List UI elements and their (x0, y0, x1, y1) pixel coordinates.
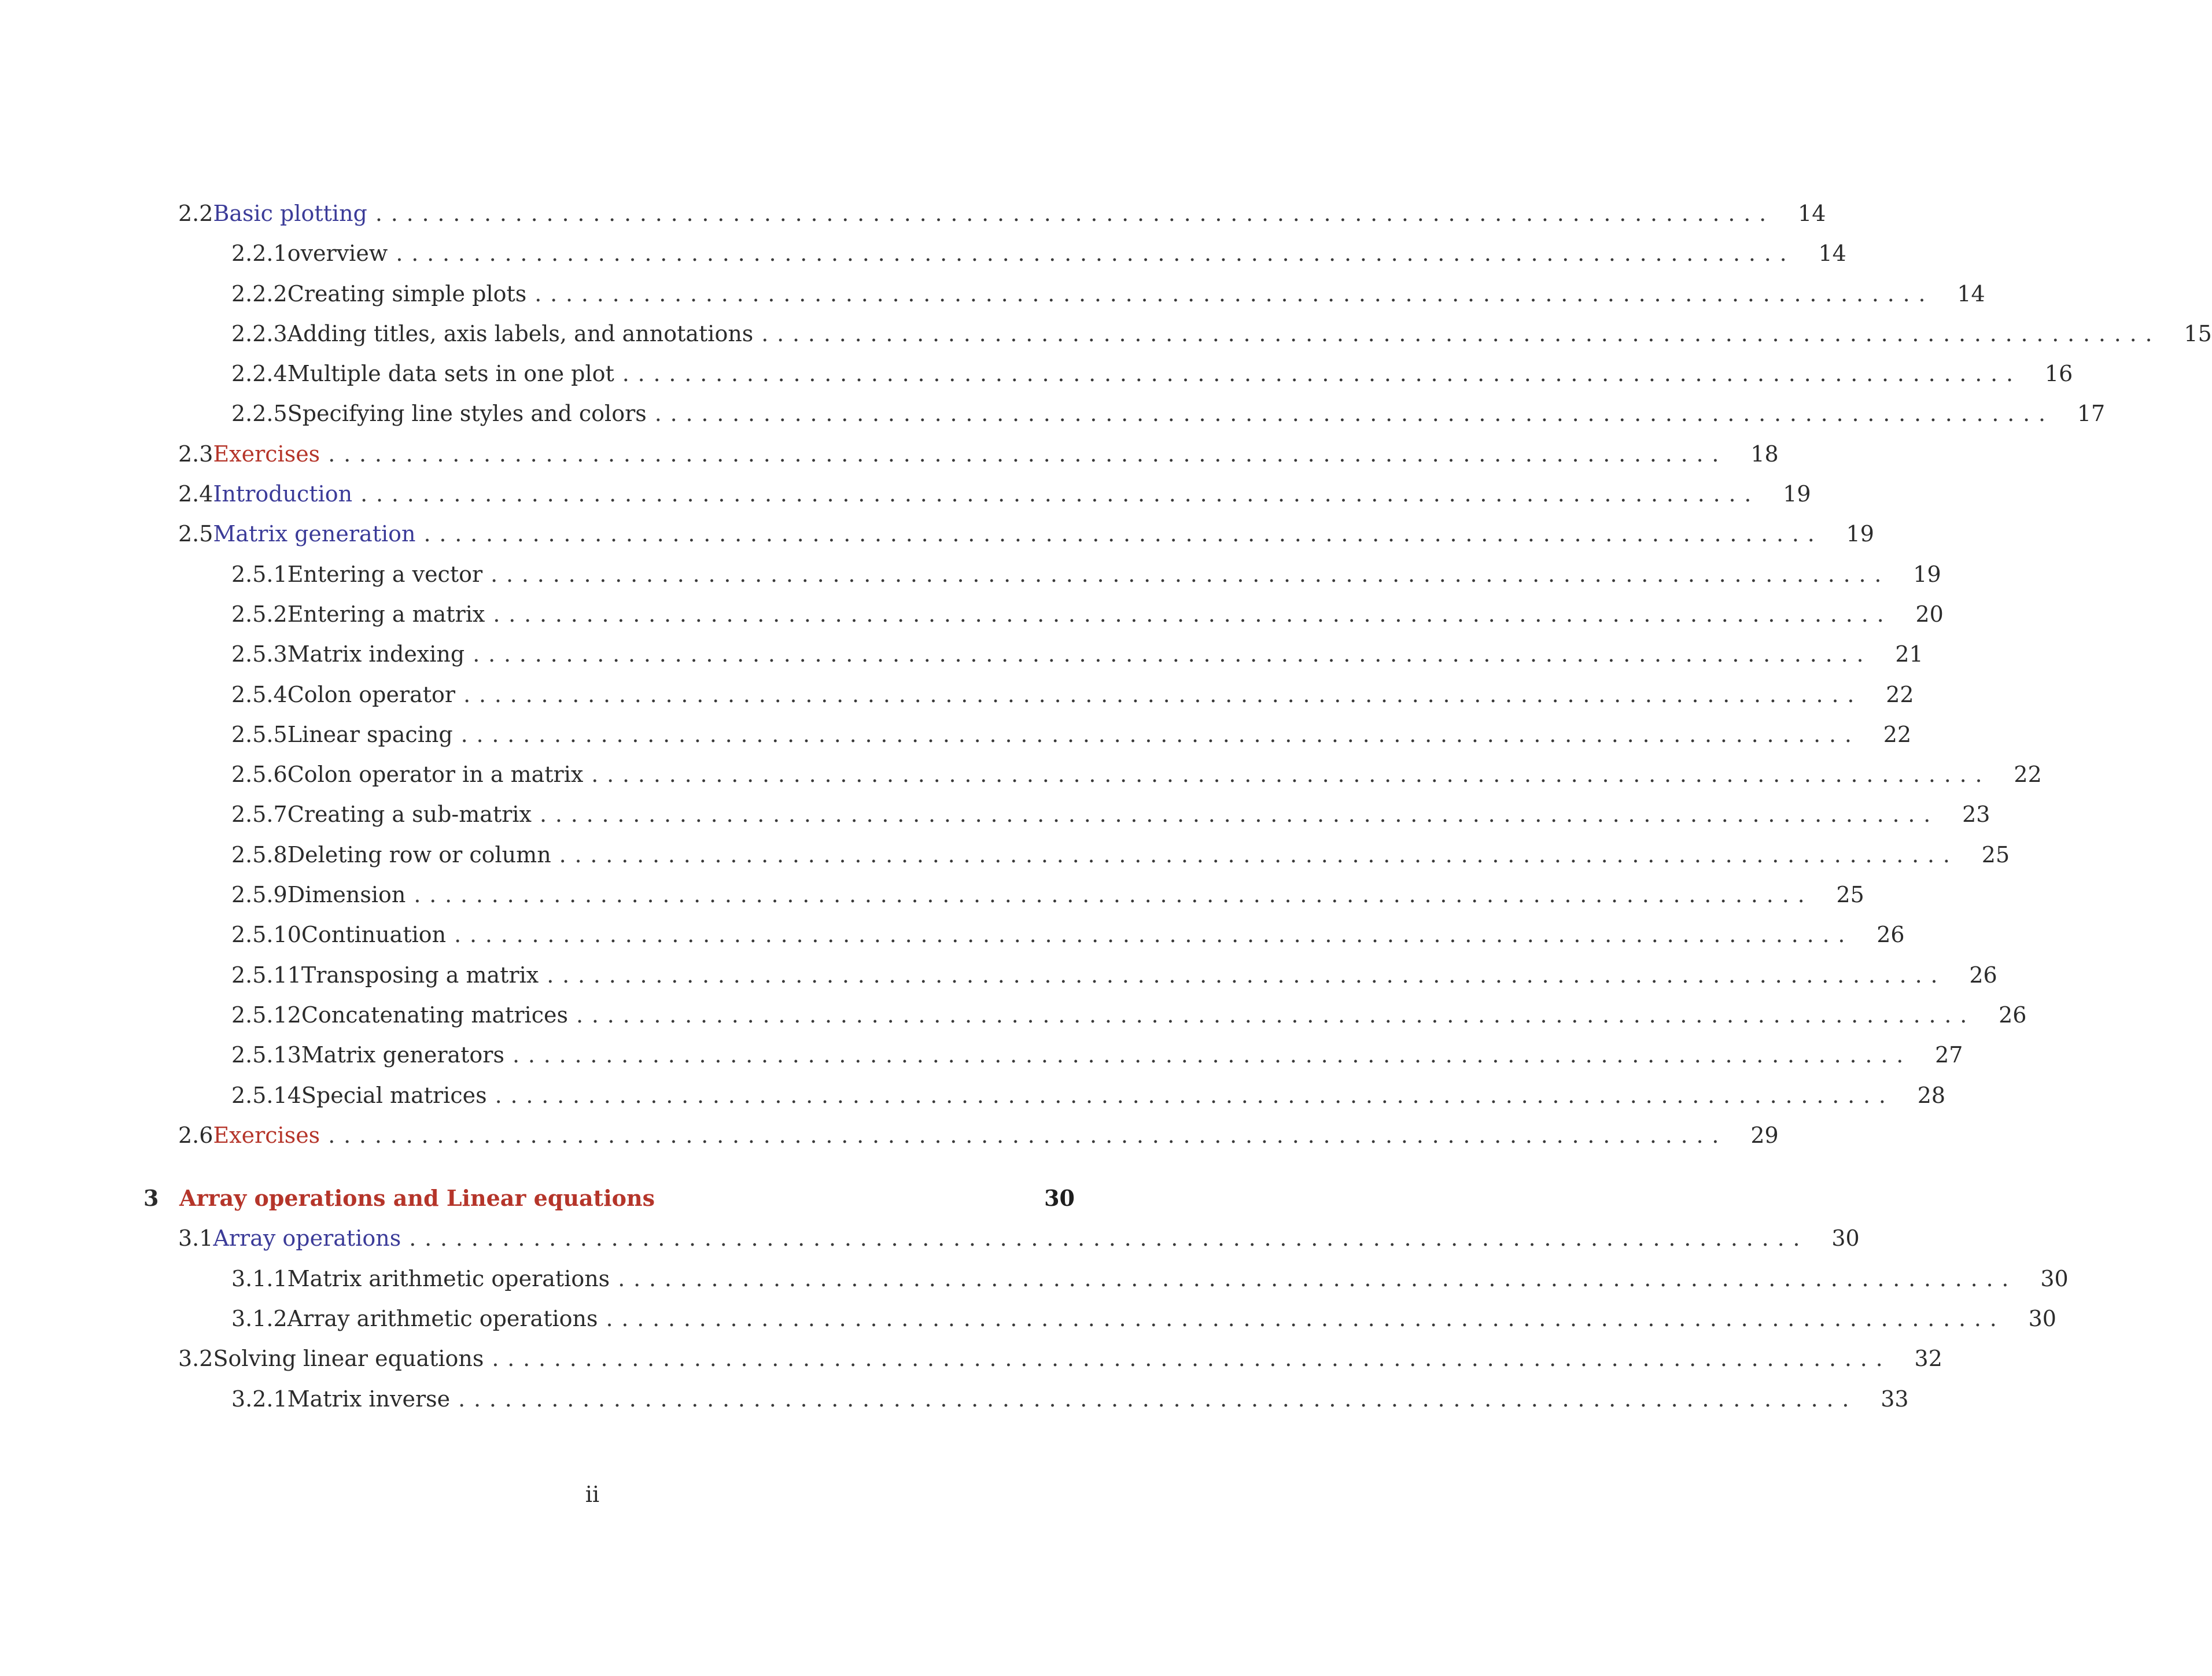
toc-entry-page: 29 (1750, 1122, 1779, 1148)
toc-entry-page: 21 (1895, 641, 1923, 667)
toc-entry-number: 2.3 (178, 441, 213, 467)
toc-entry-row (231, 1386, 1909, 1412)
toc-entry-row (231, 561, 1941, 587)
toc-entry-page: 17 (2077, 401, 2106, 427)
toc-dot-leader: .......................................................................................... (328, 1122, 1728, 1148)
toc-entry-number: 2.5.1 (231, 561, 287, 587)
page-number-footer: ii (585, 1482, 600, 1507)
toc-entry-title[interactable]: Array operations and Linear equations (179, 1185, 655, 1212)
toc-entry-page: 16 (2044, 361, 2073, 387)
toc-entry-row (231, 361, 2073, 387)
toc-dot-leader: .......................................................................................... (622, 361, 2022, 387)
toc-entry-page: 19 (1783, 481, 1811, 507)
toc-dot-leader: .......................................................................................... (328, 441, 1728, 467)
toc-entry-page: 30 (2040, 1265, 2069, 1291)
toc-entry[interactable] (0, 1082, 1946, 1124)
toc-dot-leader: .......................................................................................... (396, 241, 1796, 267)
toc-entry-page: 26 (1999, 1002, 2027, 1028)
toc-entry-row (231, 241, 1846, 267)
toc-entry-row (231, 802, 1990, 828)
toc-entry-number: 2.2.1 (231, 241, 287, 267)
toc-entry-title[interactable]: Exercises (213, 1122, 320, 1148)
toc-entry-title[interactable]: Matrix indexing (287, 641, 465, 667)
toc-entry-page: 30 (1831, 1225, 1860, 1252)
toc-entry[interactable] (0, 401, 2106, 442)
toc-entry-number: 2.5.12 (231, 1002, 301, 1028)
toc-entry-page: 30 (2028, 1306, 2056, 1332)
toc-entry-title[interactable]: Creating simple plots (287, 280, 527, 307)
toc-entry-row (231, 401, 2106, 427)
toc-dot-leader: .......................................................................................... (654, 401, 2054, 427)
toc-entry-row (231, 762, 2042, 788)
toc-entry-title[interactable]: Array operations (213, 1225, 401, 1252)
toc-entry-row (231, 1002, 2027, 1028)
toc-dot-leader: .......................................................................................... (491, 561, 1890, 587)
toc-entry[interactable] (0, 1386, 1909, 1428)
toc-entry-number: 2.2.5 (231, 401, 287, 427)
toc-dot-leader: .......................................................................................... (761, 320, 2161, 346)
toc-entry[interactable] (0, 1225, 1860, 1267)
toc-dot-leader: .......................................................................................... (547, 962, 1946, 988)
toc-entry-row (178, 441, 1779, 467)
toc-dot-leader: .......................................................................................... (539, 802, 1940, 828)
toc-dot-leader: .......................................................................................... (495, 1082, 1894, 1108)
toc-entry-row (178, 1225, 1860, 1252)
toc-entry-title[interactable]: Continuation (301, 922, 447, 948)
toc-entry-title[interactable]: Deleting row or column (287, 841, 551, 867)
toc-entry-row (178, 1346, 1942, 1372)
toc-entry[interactable] (0, 1002, 2027, 1044)
toc-entry-page: 22 (1883, 721, 1912, 747)
toc-entry-row (231, 841, 2010, 867)
toc-entry-page: 15 (2184, 320, 2212, 346)
toc-entry[interactable] (0, 441, 1779, 483)
toc-entry[interactable] (0, 561, 1941, 603)
toc-entry-title[interactable]: Matrix inverse (287, 1386, 451, 1412)
toc-dot-leader: .......................................................................................... (618, 1265, 2018, 1291)
toc-entry[interactable] (0, 361, 2073, 403)
toc-entry-title[interactable]: Creating a sub-matrix (287, 802, 532, 828)
toc-dot-leader: .......................................................................................... (423, 521, 1823, 547)
toc-entry-page: 26 (1876, 922, 1905, 948)
toc-entry[interactable] (0, 320, 2212, 363)
toc-entry-number: 2.6 (178, 1122, 213, 1148)
toc-entry-row (143, 1185, 1075, 1212)
toc-entry-row (231, 882, 1864, 908)
toc-dot-leader: .......................................................................................... (576, 1002, 1976, 1028)
toc-dot-leader: .......................................................................................... (606, 1306, 2005, 1332)
toc-entry-number: 2.5.2 (231, 601, 287, 627)
toc-entry-page: 14 (1798, 201, 1826, 226)
toc-entry-page: 18 (1750, 441, 1779, 467)
toc-entry-title[interactable]: Entering a matrix (287, 601, 485, 627)
toc-entry-page: 22 (1886, 681, 1914, 707)
toc-dot-leader: .......................................................................................... (512, 1042, 1912, 1068)
toc-entry-title[interactable]: Specifying line styles and colors (287, 401, 647, 427)
toc-entry-number: 2.2.4 (231, 361, 287, 387)
toc-entry-title[interactable]: Basic plotting (213, 201, 367, 226)
toc-dot-leader: .......................................................................................... (473, 641, 1872, 667)
toc-entry-number: 2.5.4 (231, 681, 287, 707)
table-of-contents (0, 201, 2212, 1428)
toc-entry-page: 25 (1836, 882, 1864, 908)
toc-entry-title[interactable]: Matrix generation (213, 521, 416, 547)
toc-entry-page: 30 (1044, 1185, 1075, 1212)
toc-entry-row (231, 641, 1923, 667)
toc-dot-leader: .......................................................................................... (534, 280, 1934, 307)
toc-entry-row (231, 1042, 1963, 1068)
toc-entry[interactable] (0, 521, 1874, 563)
toc-entry-page: 32 (1914, 1346, 1942, 1372)
toc-entry-page: 26 (1969, 962, 1997, 988)
toc-entry[interactable] (0, 601, 1944, 643)
toc-entry-page: 19 (1913, 561, 1941, 587)
toc-entry-number: 2.5.6 (231, 762, 287, 788)
toc-entry[interactable] (0, 481, 1811, 523)
toc-entry-row (231, 922, 1905, 948)
toc-entry-number: 2.4 (178, 481, 213, 507)
toc-entry[interactable] (0, 1346, 1942, 1387)
toc-entry[interactable] (0, 1042, 1963, 1084)
toc-entry-number: 2.5.13 (231, 1042, 301, 1068)
toc-entry-number: 2.5.8 (231, 841, 287, 867)
toc-dot-leader: .......................................................................................... (454, 922, 1854, 948)
toc-entry-number: 2.5.11 (231, 962, 301, 988)
toc-entry-row (231, 1082, 1946, 1108)
toc-entry-row (231, 601, 1944, 627)
toc-dot-leader: .......................................................................................... (493, 601, 1893, 627)
toc-entry-number: 2.5.9 (231, 882, 287, 908)
toc-entry-number: 3.1.2 (231, 1306, 287, 1332)
toc-entry[interactable] (0, 241, 1846, 282)
toc-entry-number: 3.1.1 (231, 1265, 287, 1291)
toc-dot-leader: .......................................................................................... (375, 201, 1775, 226)
toc-entry-page: 28 (1917, 1082, 1946, 1108)
toc-entry-row (178, 201, 1826, 226)
toc-entry-page: 14 (1818, 241, 1846, 267)
toc-entry[interactable] (0, 280, 1985, 323)
toc-entry-title[interactable]: Array arithmetic operations (287, 1306, 598, 1332)
toc-entry-row (231, 320, 2212, 346)
toc-entry[interactable] (0, 922, 1905, 963)
toc-entry[interactable] (0, 681, 1914, 723)
toc-entry-row (231, 681, 1914, 707)
toc-dot-leader: .......................................................................................... (458, 1386, 1858, 1412)
toc-entry-title[interactable]: Multiple data sets in one plot (287, 361, 614, 387)
toc-entry-title[interactable]: Entering a vector (287, 561, 483, 587)
toc-entry-row (178, 481, 1811, 507)
toc-entry-number: 2.5.7 (231, 802, 287, 828)
toc-entry-row (231, 962, 1997, 988)
toc-entry-page: 27 (1935, 1042, 1963, 1068)
toc-entry-title[interactable]: overview (287, 241, 388, 267)
toc-entry-title[interactable]: Dimension (287, 882, 406, 908)
toc-entry[interactable] (0, 201, 1826, 242)
toc-entry-title[interactable]: Linear spacing (287, 721, 453, 747)
toc-entry-title[interactable]: Colon operator (287, 681, 456, 707)
toc-entry-row (231, 1265, 2069, 1291)
toc-dot-leader: .......................................................................................... (460, 721, 1860, 747)
toc-entry-page: 19 (1846, 521, 1874, 547)
toc-entry-number: 2.5 (178, 521, 213, 547)
toc-dot-leader: .......................................................................................... (591, 762, 1991, 788)
toc-entry-page: 22 (2014, 762, 2042, 788)
toc-dot-leader: .......................................................................................... (492, 1346, 1892, 1372)
toc-entry-row (178, 1122, 1779, 1148)
toc-entry-page: 14 (1957, 280, 1985, 307)
toc-entry[interactable] (0, 802, 1990, 843)
toc-entry-title[interactable]: Concatenating matrices (301, 1002, 568, 1028)
toc-entry-number: 2.2 (178, 201, 213, 226)
toc-entry[interactable] (0, 882, 1864, 924)
toc-entry-title[interactable]: Matrix arithmetic operations (287, 1265, 610, 1291)
toc-entry-title[interactable]: Adding titles, axis labels, and annotations (287, 320, 754, 346)
toc-entry-title[interactable]: Solving linear equations (213, 1346, 484, 1372)
toc-dot-leader: .......................................................................................... (360, 481, 1760, 507)
toc-entry-row (231, 721, 1912, 747)
toc-entry-number: 3 (143, 1185, 159, 1212)
toc-entry-title[interactable]: Matrix generators (301, 1042, 504, 1068)
toc-entry-page: 23 (1962, 802, 1990, 828)
toc-dot-leader: .......................................................................................... (409, 1225, 1809, 1252)
toc-entry[interactable] (0, 762, 2042, 803)
toc-entry-title[interactable]: Exercises (213, 441, 320, 467)
toc-entry-number: 2.2.3 (231, 320, 287, 346)
toc-dot-leader: .......................................................................................... (559, 841, 1959, 867)
toc-entry[interactable] (0, 962, 1997, 1004)
toc-entry[interactable] (0, 1122, 1779, 1164)
toc-entry[interactable] (0, 1265, 2069, 1308)
toc-entry-page: 20 (1915, 601, 1944, 627)
toc-entry-number: 3.2 (178, 1346, 213, 1372)
toc-entry-title[interactable]: Colon operator in a matrix (287, 762, 584, 788)
toc-entry-number: 3.2.1 (231, 1386, 287, 1412)
toc-entry-row (178, 521, 1874, 547)
toc-entry-title[interactable]: Introduction (213, 481, 353, 507)
toc-entry[interactable] (0, 841, 2010, 884)
toc-entry-number: 3.1 (178, 1225, 213, 1252)
toc-entry[interactable] (0, 1306, 2056, 1348)
toc-entry-title[interactable]: Transposing a matrix (301, 962, 539, 988)
toc-entry-row (231, 280, 1985, 307)
toc-chapter-entry[interactable] (0, 1187, 1185, 1227)
toc-entry-page: 33 (1881, 1386, 1909, 1412)
toc-entry[interactable] (0, 721, 1912, 763)
toc-entry-row (231, 1306, 2056, 1332)
toc-dot-leader: .......................................................................................... (414, 882, 1813, 908)
toc-entry-number: 2.5.10 (231, 922, 301, 948)
toc-entry[interactable] (0, 641, 1923, 683)
toc-entry-title[interactable]: Special matrices (301, 1082, 487, 1108)
toc-entry-number: 2.5.14 (231, 1082, 301, 1108)
toc-entry-number: 2.5.3 (231, 641, 287, 667)
toc-entry-page: 25 (1981, 841, 2010, 867)
toc-entry-number: 2.2.2 (231, 280, 287, 307)
toc-entry-number: 2.5.5 (231, 721, 287, 747)
toc-dot-leader: .......................................................................................... (463, 681, 1863, 707)
